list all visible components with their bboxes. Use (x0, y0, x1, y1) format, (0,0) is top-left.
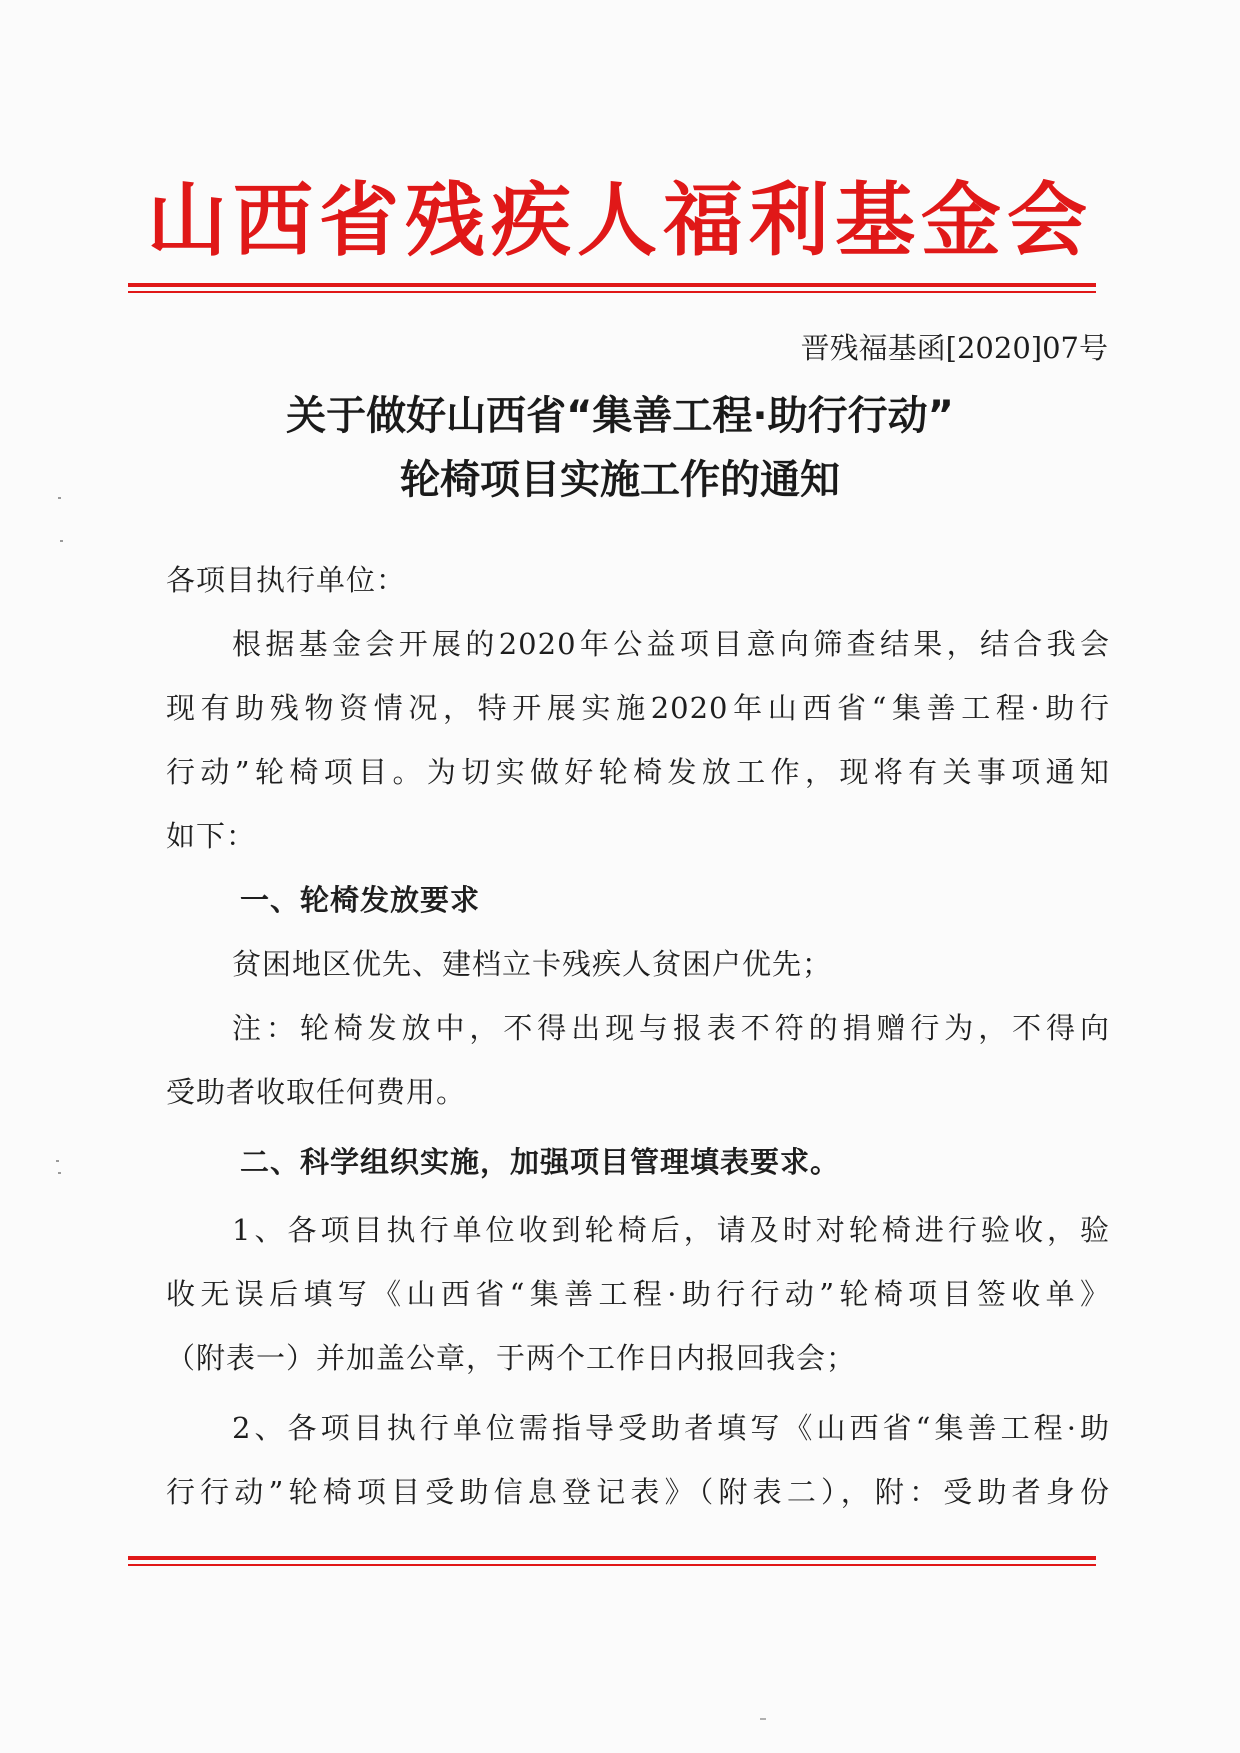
letterhead-red-rule-thin (128, 291, 1096, 293)
section-2-item-1-line-2: 收无误后填写《山西省“集善工程·助行行动”轮椅项目签收单》 (166, 1277, 1110, 1311)
section-1-heading: 一、轮椅发放要求 (240, 883, 481, 917)
section-2-heading: 二、科学组织实施，加强项目管理填表要求。 (240, 1145, 841, 1179)
document-title-line-1: 关于做好山西省“集善工程·助行行动” (286, 393, 954, 439)
section-2-item-2-line-2: 行行动”轮椅项目受助信息登记表》（附表二），附：受助者身份 (166, 1475, 1110, 1509)
scan-speck (60, 540, 63, 542)
intro-line-1: 根据基金会开展的2020年公益项目意向筛查结果，结合我会 (232, 627, 1110, 661)
salutation: 各项目执行单位： (166, 563, 407, 597)
section-1-note-line-1: 注：轮椅发放中，不得出现与报表不符的捐赠行为，不得向 (232, 1011, 1110, 1045)
section-2-item-1-line-1: 1、各项目执行单位收到轮椅后，请及时对轮椅进行验收，验 (232, 1213, 1110, 1247)
section-2-item-2-line-1: 2、各项目执行单位需指导受助者填写《山西省“集善工程·助 (232, 1411, 1110, 1445)
letterhead-org-name: 山西省残疾人福利基金会 (147, 173, 1093, 267)
footer-red-rule (128, 1556, 1096, 1560)
intro-line-2: 现有助残物资情况，特开展实施2020年山西省“集善工程·助行 (166, 691, 1110, 725)
scan-speck (760, 1718, 766, 1720)
letterhead-red-rule (128, 283, 1096, 287)
intro-line-4: 如下： (166, 819, 257, 853)
footer-red-rule-thin (128, 1564, 1096, 1566)
scan-speck (58, 497, 61, 499)
section-1-line-1: 贫困地区优先、建档立卡残疾人贫困户优先； (232, 947, 833, 981)
section-1-note-line-2: 受助者收取任何费用。 (166, 1075, 467, 1109)
scan-speck (58, 1172, 61, 1174)
document-number: 晋残福基函[2020]07号 (800, 331, 1108, 365)
scan-speck (56, 1160, 59, 1162)
document-title-line-2: 轮椅项目实施工作的通知 (400, 457, 840, 503)
intro-line-3: 行动”轮椅项目。为切实做好轮椅发放工作，现将有关事项通知 (166, 755, 1110, 789)
section-2-item-1-line-3: （附表一）并加盖公章，于两个工作日内报回我会； (166, 1341, 857, 1375)
